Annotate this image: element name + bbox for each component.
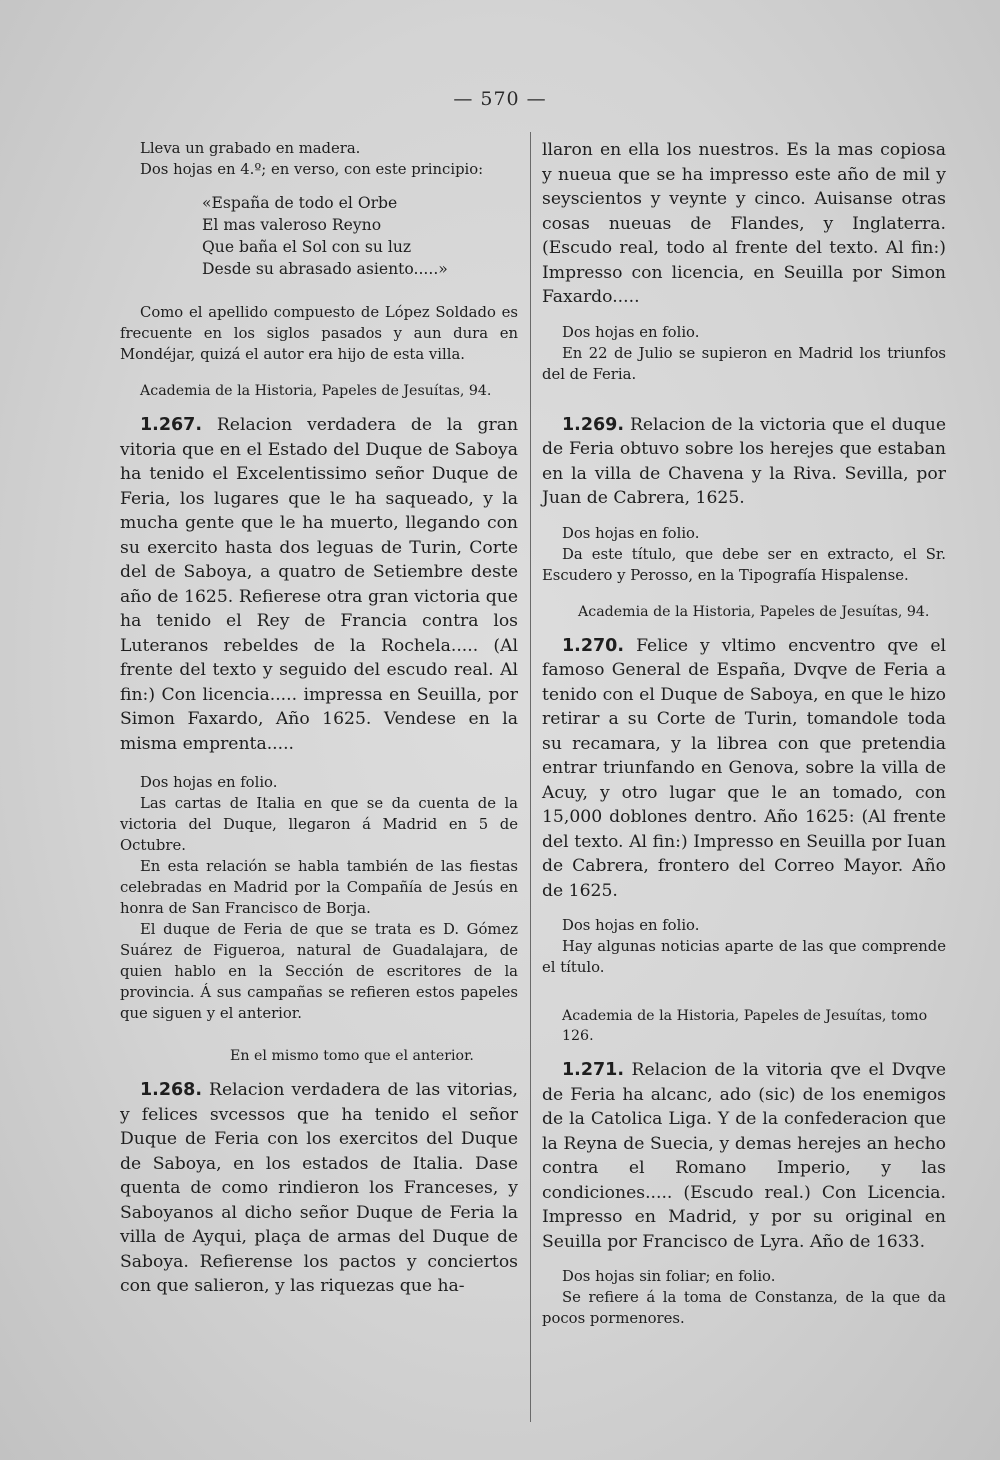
entry-text: Relacion de la vitoria qve el Dvqve de Feria ha alcanc, ado (sic) de los enemigos de la Catolica Liga. Y de la confederacion que la Reyna de Suecia, y demas herejes an hecho contra el Romano Imperio, y las condiciones..... (Escudo real.) Con Licencia. Impresso en Madrid, y por su original en Seuilla por Francisco de Lyra. Año de 1633. — [542, 1060, 946, 1252]
entry-number: 1.270. — [562, 635, 625, 656]
right-column — [542, 138, 946, 1329]
entry-text: Relacion verdadera de las vitorias, y felices svcessos que ha tenido el señor Duque de Feria con los exercitos del Duque de Saboya, en los estados de Italia. Dase quenta de como rindieron los Franceses, y Saboyanos al dicho señor Duque de Feria la villa de Ayqui, plaça de armas del Duque de Saboya. Refierense los pactos y conciertos con que salieron, y las riquezas que ha- — [120, 1080, 518, 1296]
note: Se refiere á la toma de Constanza, de la que da pocos pormenores. — [542, 1289, 946, 1327]
note: Dos hojas en folio. — [562, 323, 700, 341]
left-column — [120, 138, 518, 1299]
source-citation: Academia de la Historia, Papeles de Jesuítas, 94. — [140, 383, 492, 399]
entry-1269 — [542, 413, 946, 511]
entry-number: 1.269. — [562, 414, 625, 435]
note: Dos hojas sin foliar; en folio. — [562, 1268, 776, 1285]
note-hojas: Dos hojas en 4.º; en verso, con este principio: — [140, 161, 484, 178]
verse-line: El mas valeroso Reyno — [202, 216, 382, 234]
verse-quote — [120, 192, 518, 280]
note: Da este título, que debe ser en extracto, el Sr. Escudero y Perosso, en la Tipografía Hispalense. — [542, 545, 946, 584]
entry-text: Relacion de la victoria que el duque de Feria obtuvo sobre los herejes que estaban en la villa de Chavena y la Riva. Sevilla, por Juan de Cabrera, 1625. — [542, 414, 946, 508]
note: El duque de Feria de que se trata es D. Gómez Suárez de Figueroa, natural de Guadalajara, de quien hablo en la Sección de escritores de la provincia. Á sus campañas se refieren estos papeles que siguen y el anterior. — [120, 921, 518, 1022]
note: Dos hojas en folio. — [562, 917, 700, 934]
note: Hay algunas noticias aparte de las que comprende el título. — [542, 938, 946, 976]
note: Dos hojas en folio. — [140, 774, 278, 791]
entry-text: Relacion verdadera de la gran vitoria que en el Estado del Duque de Saboya ha tenido el Excelentissimo señor Duque de Feria, los lugares que le ha saqueado, y la mucha gente que le ha muerto, llegando con su exercito hasta dos leguas de Turin, Corte del de Saboya, a quatro de Setiembre deste año de 1625. Refierese otra gran victoria que ha tenido el Rey de Francia contra los Luteranos rebeldes de la Rochela..... (Al frente del texto y seguido del escudo real. Al fin:) Con licencia..... impressa en Seuilla, por Simon Faxardo, Año 1625. Vendese en la misma emprenta..... — [120, 415, 519, 754]
entry-1267 — [120, 413, 518, 756]
note: En esta relación se habla también de las fiestas celebradas en Madrid por la Compañía de Jesús en honra de San Francisco de Borja. — [120, 858, 518, 917]
verse-line: Que baña el Sol con su luz — [202, 238, 412, 256]
entry-text: Felice y vltimo encventro qve el famoso General de España, Dvqve de Feria a tenido con el Duque de Saboya, en que le hizo retirar a su Corte de Turin, tomandole toda su recamara, y la librea con que pretendia entrar triunfando en Genova, sobre la villa de Acuy, y otro lugar que le an tomado, con 15,000 doblones dentro. Año 1625: (Al frente del texto. Al fin:) Impresso en Seuilla por Iuan de Cabrera, frontero del Correo Mayor. Año de 1625. — [542, 635, 946, 901]
entry-1268-continuation: llaron en ella los nuestros. Es la mas copiosa y nueua que se ha impresso este año de mil y seyscientos y veynte y cinco. Auisanse otras cosas nueuas de Flandes, y Inglaterra. (Escudo real, todo al frente del texto. Al fin:) Impresso con licencia, en Seuilla por Simon Faxardo..... — [542, 140, 946, 307]
note: Las cartas de Italia en que se da cuenta de la victoria del Duque, llegaron á Madrid en 5 de Octubre. — [120, 795, 518, 854]
note-author: Como el apellido compuesto de López Soldado es frecuente en los siglos pasados y aun dura en Mondéjar, quizá el autor era hijo de esta villa. — [120, 304, 518, 363]
verse-line: «España de todo el Orbe — [202, 194, 398, 212]
note: Dos hojas en folio. — [562, 524, 700, 542]
entry-1271 — [542, 1058, 946, 1254]
source-citation: En el mismo tomo que el anterior. — [230, 1048, 474, 1064]
note-grabado: Lleva un grabado en madera. — [140, 140, 361, 157]
source-citation: Academia de la Historia, Papeles de Jesuítas, tomo 126. — [562, 1008, 928, 1044]
entry-1268 — [120, 1078, 518, 1299]
verse-line: Desde su abrasado asiento.....» — [202, 260, 448, 278]
entry-number: 1.267. — [140, 415, 203, 435]
page-number: — 570 — — [453, 88, 547, 110]
note: En 22 de Julio se supieron en Madrid los triunfos del de Feria. — [542, 344, 946, 383]
entry-1270 — [542, 634, 946, 904]
entry-number: 1.268. — [140, 1080, 203, 1100]
entry-number: 1.271. — [562, 1060, 625, 1080]
column-divider — [530, 132, 531, 1422]
source-citation: Academia de la Historia, Papeles de Jesuítas, 94. — [578, 603, 930, 620]
